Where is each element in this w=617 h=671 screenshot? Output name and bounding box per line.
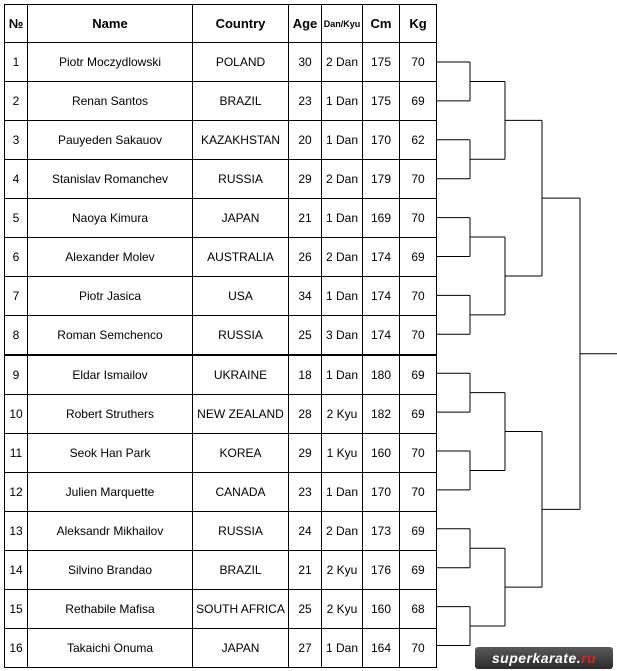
cell-name: Roman Semchenco — [28, 316, 193, 356]
header-country: Country — [193, 5, 289, 43]
cell-country: KAZAKHSTAN — [193, 121, 289, 160]
header-age: Age — [289, 5, 322, 43]
cell-country: RUSSIA — [193, 160, 289, 199]
cell-weight: 70 — [400, 160, 437, 199]
cell-name: Robert Struthers — [28, 395, 193, 434]
cell-country: BRAZIL — [193, 551, 289, 590]
cell-age: 26 — [289, 238, 322, 277]
cell-number: 5 — [5, 199, 28, 238]
cell-height: 179 — [363, 160, 400, 199]
cell-height: 174 — [363, 238, 400, 277]
cell-name: Eldar Ismailov — [28, 355, 193, 395]
cell-height: 175 — [363, 82, 400, 121]
cell-age: 25 — [289, 590, 322, 629]
cell-weight: 68 — [400, 590, 437, 629]
cell-weight: 70 — [400, 473, 437, 512]
cell-country: POLAND — [193, 43, 289, 82]
cell-grade: 1 Dan — [322, 629, 363, 668]
cell-height: 170 — [363, 473, 400, 512]
cell-grade: 2 Kyu — [322, 395, 363, 434]
cell-grade: 1 Kyu — [322, 434, 363, 473]
cell-height: 176 — [363, 551, 400, 590]
cell-country: BRAZIL — [193, 82, 289, 121]
cell-country: AUSTRALIA — [193, 238, 289, 277]
cell-age: 27 — [289, 629, 322, 668]
cell-weight: 70 — [400, 277, 437, 316]
header-weight: Kg — [400, 5, 437, 43]
cell-height: 182 — [363, 395, 400, 434]
cell-name: Aleksandr Mikhailov — [28, 512, 193, 551]
cell-country: JAPAN — [193, 629, 289, 668]
cell-grade: 2 Kyu — [322, 590, 363, 629]
cell-grade: 2 Dan — [322, 238, 363, 277]
cell-name: Renan Santos — [28, 82, 193, 121]
cell-height: 180 — [363, 355, 400, 395]
cell-weight: 69 — [400, 238, 437, 277]
cell-age: 30 — [289, 43, 322, 82]
cell-height: 169 — [363, 199, 400, 238]
cell-grade: 2 Dan — [322, 160, 363, 199]
cell-grade: 1 Dan — [322, 199, 363, 238]
header-name: Name — [28, 5, 193, 43]
cell-number: 6 — [5, 238, 28, 277]
cell-weight: 69 — [400, 395, 437, 434]
cell-grade: 1 Dan — [322, 277, 363, 316]
cell-age: 23 — [289, 82, 322, 121]
cell-weight: 69 — [400, 355, 437, 395]
watermark-accent: ru — [581, 650, 597, 666]
cell-country: RUSSIA — [193, 512, 289, 551]
cell-height: 174 — [363, 316, 400, 356]
watermark-logo — [475, 647, 613, 669]
cell-weight: 70 — [400, 629, 437, 668]
cell-number: 13 — [5, 512, 28, 551]
cell-age: 29 — [289, 160, 322, 199]
cell-height: 160 — [363, 590, 400, 629]
cell-country: KOREA — [193, 434, 289, 473]
cell-number: 2 — [5, 82, 28, 121]
cell-country: CANADA — [193, 473, 289, 512]
cell-age: 29 — [289, 434, 322, 473]
cell-grade: 1 Dan — [322, 121, 363, 160]
cell-number: 8 — [5, 316, 28, 356]
cell-number: 10 — [5, 395, 28, 434]
cell-grade: 3 Dan — [322, 316, 363, 356]
cell-height: 173 — [363, 512, 400, 551]
cell-country: JAPAN — [193, 199, 289, 238]
cell-number: 11 — [5, 434, 28, 473]
cell-age: 23 — [289, 473, 322, 512]
cell-number: 16 — [5, 629, 28, 668]
cell-weight: 62 — [400, 121, 437, 160]
header-height: Cm — [363, 5, 400, 43]
cell-height: 164 — [363, 629, 400, 668]
cell-name: Rethabile Mafisa — [28, 590, 193, 629]
cell-grade: 1 Dan — [322, 355, 363, 395]
cell-grade: 1 Dan — [322, 82, 363, 121]
header-number: № — [5, 5, 28, 43]
cell-weight: 69 — [400, 512, 437, 551]
cell-age: 18 — [289, 355, 322, 395]
cell-height: 175 — [363, 43, 400, 82]
cell-country: UKRAINE — [193, 355, 289, 395]
cell-height: 160 — [363, 434, 400, 473]
cell-country: SOUTH AFRICA — [193, 590, 289, 629]
cell-weight: 70 — [400, 199, 437, 238]
cell-height: 170 — [363, 121, 400, 160]
cell-grade: 2 Dan — [322, 43, 363, 82]
cell-age: 24 — [289, 512, 322, 551]
cell-name: Seok Han Park — [28, 434, 193, 473]
cell-number: 14 — [5, 551, 28, 590]
cell-age: 28 — [289, 395, 322, 434]
cell-number: 1 — [5, 43, 28, 82]
cell-grade: 1 Dan — [322, 473, 363, 512]
watermark-main: superkarate. — [491, 650, 582, 666]
cell-name: Julien Marquette — [28, 473, 193, 512]
cell-name: Piotr Jasica — [28, 277, 193, 316]
cell-weight: 69 — [400, 82, 437, 121]
cell-height: 174 — [363, 277, 400, 316]
cell-number: 3 — [5, 121, 28, 160]
cell-number: 7 — [5, 277, 28, 316]
cell-age: 21 — [289, 199, 322, 238]
cell-name: Stanislav Romanchev — [28, 160, 193, 199]
cell-grade: 2 Kyu — [322, 551, 363, 590]
header-grade: Dan/Kyu — [322, 5, 363, 43]
cell-name: Takaichi Onuma — [28, 629, 193, 668]
cell-weight: 70 — [400, 316, 437, 356]
cell-age: 25 — [289, 316, 322, 356]
cell-age: 21 — [289, 551, 322, 590]
cell-age: 20 — [289, 121, 322, 160]
cell-number: 9 — [5, 355, 28, 395]
cell-number: 12 — [5, 473, 28, 512]
cell-number: 15 — [5, 590, 28, 629]
cell-number: 4 — [5, 160, 28, 199]
cell-grade: 2 Dan — [322, 512, 363, 551]
cell-weight: 70 — [400, 43, 437, 82]
cell-age: 34 — [289, 277, 322, 316]
cell-country: USA — [193, 277, 289, 316]
cell-country: NEW ZEALAND — [193, 395, 289, 434]
cell-name: Piotr Moczydlowski — [28, 43, 193, 82]
cell-weight: 70 — [400, 434, 437, 473]
cell-name: Pauyeden Sakauov — [28, 121, 193, 160]
cell-name: Silvino Brandao — [28, 551, 193, 590]
cell-name: Naoya Kimura — [28, 199, 193, 238]
cell-weight: 69 — [400, 551, 437, 590]
cell-name: Alexander Molev — [28, 238, 193, 277]
cell-country: RUSSIA — [193, 316, 289, 356]
